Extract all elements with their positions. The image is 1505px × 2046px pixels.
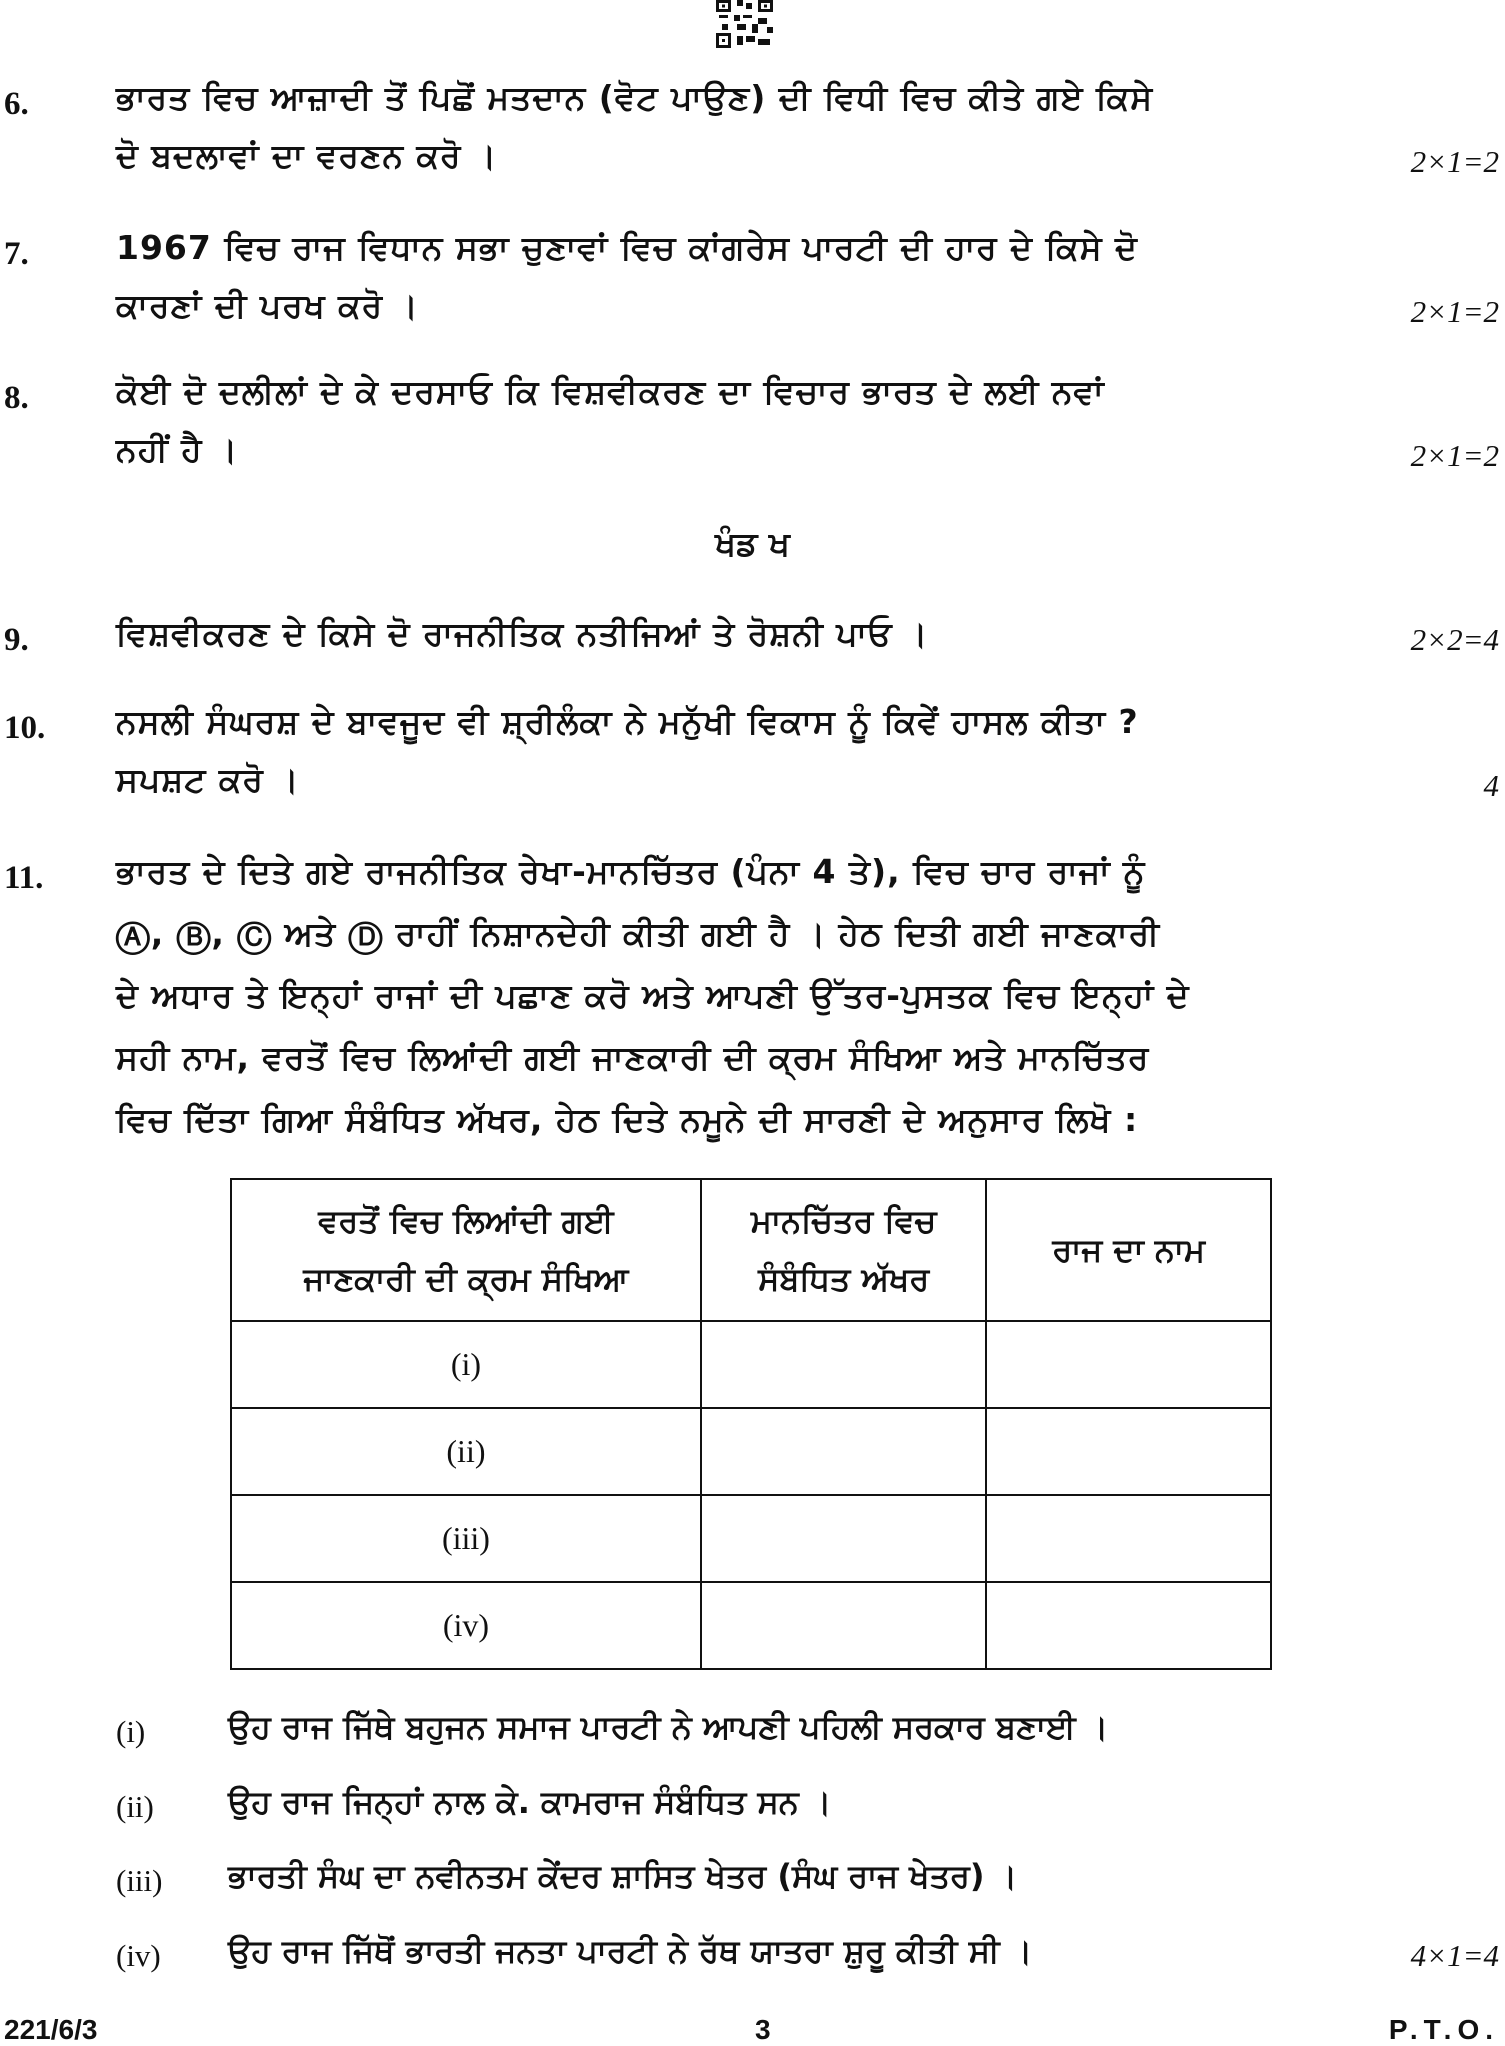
column-header-serial-number: ਵਰਤੋਂ ਵਿਚ ਲਿਆਂਦੀ ਗਈ ਜਾਣਕਾਰੀ ਦੀ ਕ੍ਰਮ ਸੰਖਿਆ	[231, 1179, 701, 1321]
table-row	[231, 1321, 1271, 1408]
table-row	[231, 1495, 1271, 1582]
paper-code: 221/6/3	[4, 2014, 98, 2045]
question-text-line: ਕੋਈ ਦੋ ਦਲੀਲਾਂ ਦੇ ਕੇ ਦਰਸਾਓ ਕਿ ਵਿਸ਼ਵੀਕਰਣ ਦਾ ਵਿਚਾਰ ਭਾਰਤ ਦੇ ਲਈ ਨਵਾਂ	[116, 372, 1105, 411]
marks-label: 2×1=2	[1410, 294, 1499, 329]
sub-item-text: ਭਾਰਤੀ ਸੰਘ ਦਾ ਨਵੀਨਤਮ ਕੇਂਦਰ ਸ਼ਾਸਿਤ ਖੇਤਰ (ਸੰਘ ਰਾਜ ਖੇਤਰ) ।	[228, 1857, 1018, 1895]
table-cell-serial: (iii)	[231, 1495, 701, 1582]
question-number: 11.	[4, 860, 44, 896]
sub-item-label: (iii)	[116, 1863, 163, 1898]
question-number: 7.	[4, 236, 29, 272]
table-cell-state	[986, 1408, 1271, 1495]
section-title: ਖੰਡ ਖ	[715, 524, 790, 563]
question-number: 8.	[4, 380, 29, 416]
marks-label: 4×1=4	[1410, 1938, 1499, 1973]
answer-template-table	[230, 1178, 1272, 1670]
table-cell-serial: (iv)	[231, 1582, 701, 1669]
sub-item-text: ਉਹ ਰਾਜ ਜਿਨ੍ਹਾਂ ਨਾਲ ਕੇ. ਕਾਮਰਾਜ ਸੰਬੰਧਿਤ ਸਨ ।	[228, 1783, 832, 1821]
question-text-line: ਭਾਰਤ ਦੇ ਦਿਤੇ ਗਏ ਰਾਜਨੀਤਿਕ ਰੇਖਾ-ਮਾਨਚਿੱਤਰ (ਪੰਨਾ 4 ਤੇ), ਵਿਚ ਚਾਰ ਰਾਜਾਂ ਨੂੰ	[116, 852, 1146, 891]
table-cell-letter	[701, 1408, 987, 1495]
question-text-line: ਕਾਰਣਾਂ ਦੀ ਪਰਖ ਕਰੋ ।	[116, 286, 419, 325]
question-text-line: ਨਹੀਂ ਹੈ ।	[116, 430, 239, 469]
sub-item-text: ਉਹ ਰਾਜ ਜਿੱਥੇ ਬਹੁਜਨ ਸਮਾਜ ਪਾਰਟੀ ਨੇ ਆਪਣੀ ਪਹਿਲੀ ਸਰਕਾਰ ਬਣਾਈ ।	[228, 1708, 1109, 1746]
table-row	[231, 1582, 1271, 1669]
table-cell-serial: (i)	[231, 1321, 701, 1408]
sub-item-label: (ii)	[116, 1789, 154, 1824]
column-header-map-letter: ਮਾਨਚਿੱਤਰ ਵਿਚ ਸੰਬੰਧਿਤ ਅੱਖਰ	[701, 1179, 987, 1321]
question-text-line: ਵਿਚ ਦਿੱਤਾ ਗਿਆ ਸੰਬੰਧਿਤ ਅੱਖਰ, ਹੇਠ ਦਿਤੇ ਨਮੂਨੇ ਦੀ ਸਾਰਣੀ ਦੇ ਅਨੁਸਾਰ ਲਿਖੋ :	[116, 1100, 1139, 1139]
question-number: 6.	[4, 86, 29, 122]
question-text-line: ਦੇ ਅਧਾਰ ਤੇ ਇਨ੍ਹਾਂ ਰਾਜਾਂ ਦੀ ਪਛਾਣ ਕਰੋ ਅਤੇ ਆਪਣੀ ਉੱਤਰ-ਪੁਸਤਕ ਵਿਚ ਇਨ੍ਹਾਂ ਦੇ	[116, 976, 1190, 1015]
sub-item-label: (i)	[116, 1714, 146, 1749]
question-text-line: ਸਹੀ ਨਾਮ, ਵਰਤੋਂ ਵਿਚ ਲਿਆਂਦੀ ਗਈ ਜਾਣਕਾਰੀ ਦੀ ਕ੍ਰਮ ਸੰਖਿਆ ਅਤੇ ਮਾਨਚਿੱਤਰ	[116, 1038, 1150, 1077]
marks-label: 2×1=2	[1410, 438, 1499, 473]
sub-item-label: (iv)	[116, 1938, 161, 1973]
table-cell-letter	[701, 1582, 987, 1669]
question-text-line: ਵਿਸ਼ਵੀਕਰਣ ਦੇ ਕਿਸੇ ਦੋ ਰਾਜਨੀਤਿਕ ਨਤੀਜਿਆਂ ਤੇ ਰੋਸ਼ਨੀ ਪਾਓ ।	[116, 614, 929, 653]
table-cell-letter	[701, 1321, 987, 1408]
sub-item-text: ਉਹ ਰਾਜ ਜਿੱਥੋਂ ਭਾਰਤੀ ਜਨਤਾ ਪਾਰਟੀ ਨੇ ਰੱਥ ਯਾਤਰਾ ਸ਼ੁਰੂ ਕੀਤੀ ਸੀ ।	[228, 1932, 1033, 1970]
question-text-line: ਸਪਸ਼ਟ ਕਰੋ ।	[116, 760, 300, 799]
question-text-line: ਦੋ ਬਦਲਾਵਾਂ ਦਾ ਵਰਣਨ ਕਰੋ ।	[116, 136, 498, 175]
table-cell-serial: (ii)	[231, 1408, 701, 1495]
question-text-line: ਨਸਲੀ ਸੰਘਰਸ਼ ਦੇ ਬਾਵਜੂਦ ਵੀ ਸ਼੍ਰੀਲੰਕਾ ਨੇ ਮਨੁੱਖੀ ਵਿਕਾਸ ਨੂੰ ਕਿਵੇਂ ਹਾਸਲ ਕੀਤਾ ?	[116, 702, 1139, 741]
table-cell-state	[986, 1321, 1271, 1408]
question-number: 9.	[4, 622, 29, 658]
table-cell-state	[986, 1582, 1271, 1669]
question-number: 10.	[4, 710, 46, 746]
marks-label: 4	[1483, 768, 1499, 803]
table-cell-letter	[701, 1495, 987, 1582]
table-header-row	[231, 1179, 1271, 1321]
page-number: 3	[755, 2014, 771, 2045]
please-turn-over-label: P.T.O.	[1388, 2014, 1499, 2045]
column-header-state-name: ਰਾਜ ਦਾ ਨਾਮ	[986, 1179, 1271, 1321]
table-cell-state	[986, 1495, 1271, 1582]
qr-code-icon	[716, 0, 776, 48]
marks-label: 2×1=2	[1410, 144, 1499, 179]
question-text-line: Ⓐ, Ⓑ, Ⓒ ਅਤੇ Ⓓ ਰਾਹੀਂ ਨਿਸ਼ਾਨਦੇਹੀ ਕੀਤੀ ਗਈ ਹੈ । ਹੇਠ ਦਿਤੀ ਗਈ ਜਾਣਕਾਰੀ	[116, 914, 1161, 953]
question-text-line: ਭਾਰਤ ਵਿਚ ਆਜ਼ਾਦੀ ਤੋਂ ਪਿਛੋਂ ਮਤਦਾਨ (ਵੋਟ ਪਾਉਣ) ਦੀ ਵਿਧੀ ਵਿਚ ਕੀਤੇ ਗਏ ਕਿਸੇ	[116, 78, 1154, 117]
question-text-line: 1967 ਵਿਚ ਰਾਜ ਵਿਧਾਨ ਸਭਾ ਚੁਣਾਵਾਂ ਵਿਚ ਕਾਂਗਰੇਸ ਪਾਰਟੀ ਦੀ ਹਾਰ ਦੇ ਕਿਸੇ ਦੋ	[116, 228, 1138, 267]
marks-label: 2×2=4	[1410, 622, 1499, 657]
table-row	[231, 1408, 1271, 1495]
